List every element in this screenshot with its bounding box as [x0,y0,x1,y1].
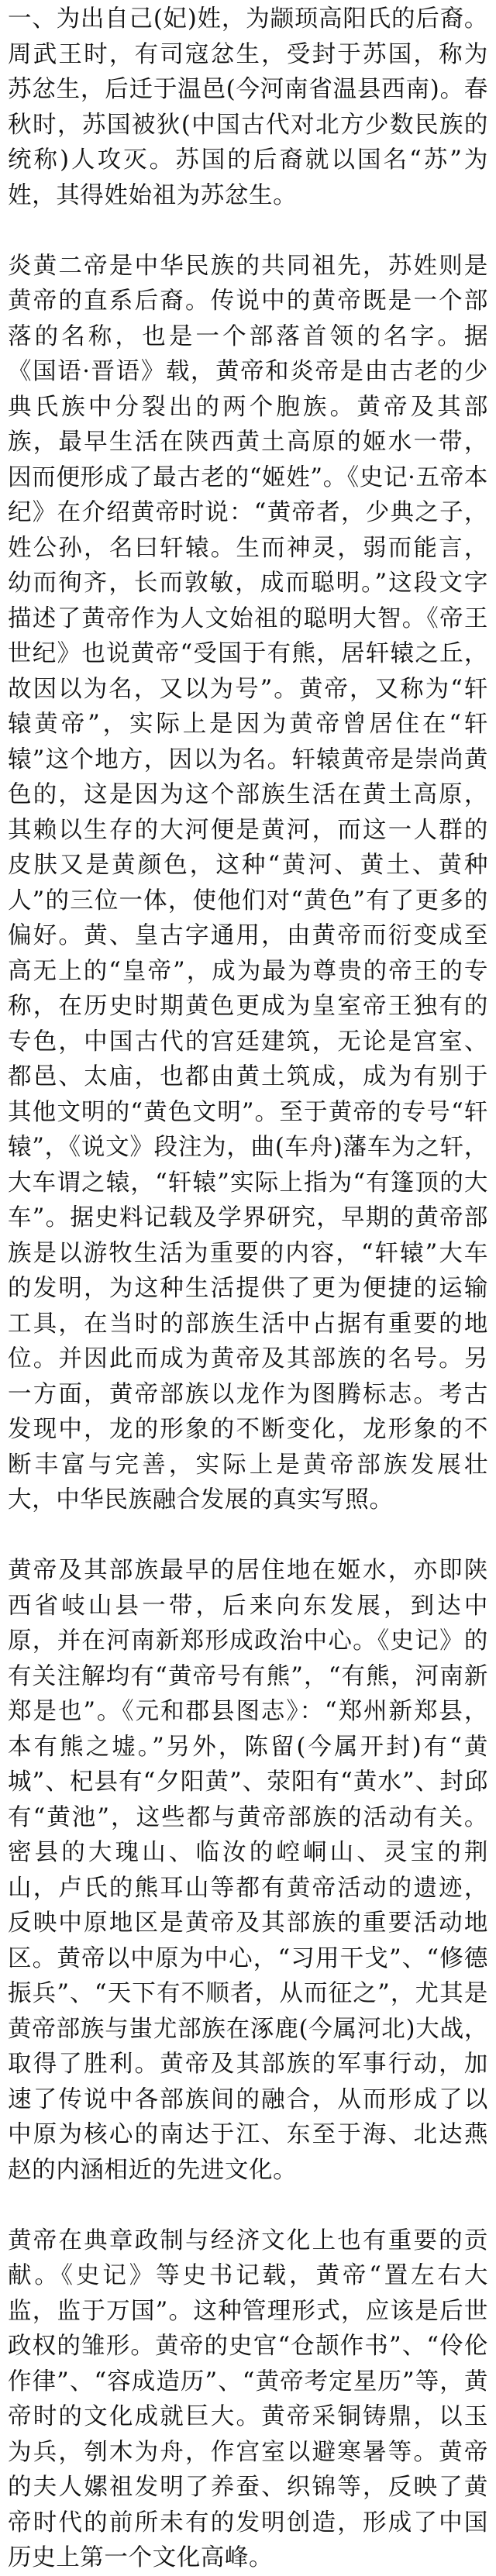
paragraph-gap [8,213,488,249]
paragraph-origin: 一、为出自己(妃)姓，为颛顼高阳氏的后裔。周武王时，有司寇忿生，受封于苏国，称为苏忿生，后迁于温邑(今河南省温县西南)。春秋时，苏国被狄(中国古代对北方少数民族的统称)人攻灭。苏国的后裔就以国名“苏”为姓，其得姓始祖为苏忿生。 [8,5,488,209]
paragraph-gap [8,1518,488,1554]
paragraph-yellow-emperor: 炎黄二帝是中华民族的共同祖先，苏姓则是黄帝的直系后裔。传说中的黄帝既是一个部落的名称，也是一个部落首领的名字。据《国语·晋语》载，黄帝和炎帝是由古老的少典氏族中分裂出的两个胞族。黄帝及其部族，最早生活在陕西黄土高原的姬水一带，因而便形成了最古老的“姬姓”。《史记·五帝本纪》在介绍黄帝时说：“黄帝者，少典之子，姓公孙，名曰轩辕。生而神灵，弱而能言，幼而徇齐，长而敦敏，成而聪明。”这段文字描述了黄帝作为人文始祖的聪明大智。《帝王世纪》也说黄帝“受国于有熊，居轩辕之丘，故因以为名，又以为号”。黄帝，又称为“轩辕黄帝”，实际上是因为黄帝曾居住在“轩辕”这个地方，因以为名。轩辕黄帝是崇尚黄色的，这是因为这个部族生活在黄土高原，其赖以生存的大河便是黄河，而这一人群的皮肤又是黄颜色，这种“黄河、黄土、黄种人”的三位一体，使他们对“黄色”有了更多的偏好。黄、皇古字通用，由黄帝而衍变成至高无上的“皇帝”，成为最为尊贵的帝王的专称，在历史时期黄色更成为皇室帝王独有的专色，中国古代的宫廷建筑，无论是宫室、都邑、太庙，也都由黄土筑成，成为有别于其他文明的“黄色文明”。至于黄帝的专号“轩辕”，《说文》段注为，曲(车舟)藩车为之轩，大车谓之辕，“轩辕”实际上指为“有篷顶的大车”。据史料记载及学界研究，早期的黄帝部族是以游牧生活为重要的内容，“轩辕”大车的发明，为这种生活提供了更为便捷的运输工具，在当时的部族生活中占据有重要的地位。并因此而成为黄帝及其部族的名号。另一方面，黄帝部族以龙作为图腾标志。考古发现中，龙的形象的不断变化，龙形象的不断丰富与完善，实际上是黄帝部族发展壮大，中华民族融合发展的真实写照。 [8,252,488,1514]
paragraph-contributions: 黄帝在典章政制与经济文化上也有重要的贡献。《史记》等史书记载，黄帝“置左右大监，监于万国”。这种管理形式，应该是后世政权的雏形。黄帝的史官“仓颉作书”、“伶伦作律”、“容成造历”、“黄帝考定星历”等，黄帝时的文化成就巨大。黄帝采铜铸鼎，以玉为兵，刳木为舟，作宫室以避寒暑等。黄帝的夫人嫘祖发明了养蚕、织锦等，反映了黄帝时代的前所未有的发明创造，形成了中国历史上第一个文化高峰。 [8,2226,488,2571]
paragraph-residence: 黄帝及其部族最早的居住地在姬水，亦即陕西省岐山县一带，后来向东发展，到达中原，并在河南新郑形成政治中心。《史记》的有关注解均有“黄帝号有熊”，“有熊，河南新郑是也”。《元和郡县图志》：“郑州新郑县，本有熊之墟。”另外，陈留(今属开封)有“黄城”、杞县有“夕阳黄”、荥阳有“黄水”、封邱有“黄池”，这些都与黄帝部族的活动有关。密县的大瑰山、临汝的崆峒山、灵宝的荆山，卢氏的熊耳山等都有黄帝活动的遗迹，反映中原地区是黄帝及其部族的重要活动地区。黄帝以中原为中心，“习用干戈”、“修德振兵”、“天下有不顺者，从而征之”，尤其是黄帝部族与蚩尤部族在涿鹿(今属河北)大战，取得了胜利。黄帝及其部族的军事行动，加速了传说中各部族间的融合，从而形成了以中原为核心的南达于江、东至于海、北达燕赵的内涵相近的先进文化。 [8,1557,488,2184]
paragraph-gap [8,2188,488,2223]
